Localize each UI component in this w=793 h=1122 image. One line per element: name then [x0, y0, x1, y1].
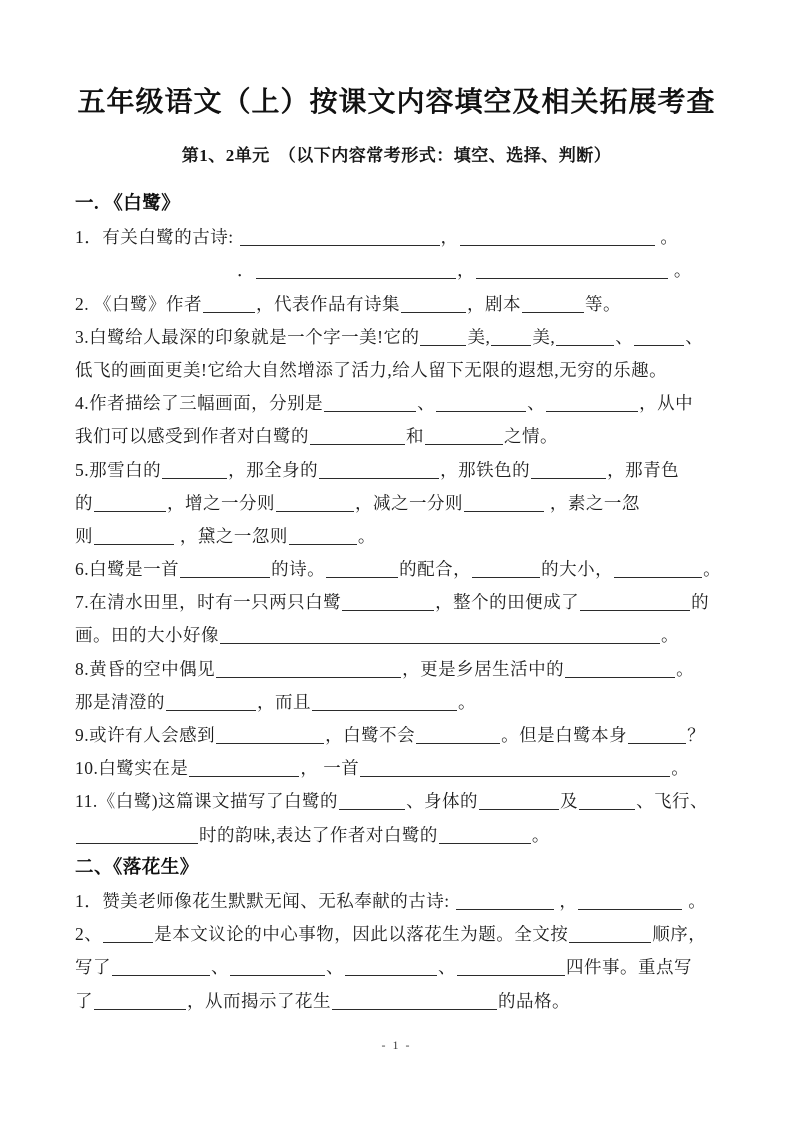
line-text: 美,	[532, 326, 556, 347]
line-text: 8.黄昏的空中偶见	[75, 658, 216, 679]
line-text: ，从中	[639, 393, 694, 414]
line-text: 美,	[467, 326, 491, 347]
fill-in-blank	[94, 493, 166, 512]
fill-in-blank	[556, 327, 614, 346]
fill-in-blank	[479, 792, 559, 811]
fill-in-blank	[203, 294, 255, 313]
fill-in-blank	[634, 327, 684, 346]
line-text: ，那铁色的	[440, 459, 531, 480]
line-text: ， 一首	[300, 758, 360, 779]
line-text: 的配合，	[399, 559, 472, 580]
fill-in-blank	[546, 394, 638, 413]
fill-in-blank	[401, 294, 466, 313]
line-text: 。但是白鹭本身	[501, 725, 628, 745]
line-text: 11.《白鹭)这篇课文描写了白鹭的	[75, 791, 339, 812]
worksheet-line	[75, 586, 723, 619]
fill-in-blank	[345, 958, 437, 977]
line-text: 、	[211, 957, 229, 978]
page-number: - 1 -	[381, 1038, 412, 1052]
line-text: ，而且	[257, 691, 311, 712]
fill-in-blank	[491, 327, 531, 346]
line-text: 5.那雪白的	[75, 459, 162, 480]
line-text: 等。	[585, 293, 621, 314]
line-text: 。	[676, 658, 695, 679]
line-text: 7.在清水田里，时有一只两只白鹭	[75, 592, 342, 613]
fill-in-blank	[332, 991, 497, 1010]
line-text: 。	[683, 890, 707, 911]
line-text: ，剧本	[467, 293, 521, 314]
line-text: ，素之一忽	[545, 492, 640, 513]
worksheet-line	[75, 619, 723, 652]
fill-in-blank	[456, 891, 554, 910]
fill-in-blank	[342, 593, 434, 612]
worksheet-line	[75, 785, 723, 818]
line-text: 。	[661, 625, 679, 646]
line-text: ，	[440, 227, 459, 248]
fill-in-blank	[103, 925, 153, 944]
fill-in-blank	[94, 991, 186, 1010]
line-text: 的	[75, 492, 93, 513]
line-text: 之情。	[504, 426, 558, 447]
line-text: 则	[75, 525, 93, 546]
fill-in-blank	[580, 593, 690, 612]
line-text: 时的韵味,表达了作者对白鹭的	[199, 824, 438, 845]
line-text: 的诗。	[271, 559, 326, 580]
line-text: 1．有关白鹭的古诗:	[75, 227, 239, 248]
line-text: 。	[357, 525, 376, 546]
line-text: 2. 《白鹭》作者	[75, 293, 202, 314]
fill-in-blank	[569, 925, 651, 944]
fill-in-blank	[628, 726, 686, 745]
worksheet-line	[75, 321, 723, 354]
fill-in-blank	[360, 759, 670, 778]
line-text: ，代表作品有诗集	[256, 293, 400, 314]
line-text: 、	[417, 393, 436, 414]
worksheet-line	[75, 752, 723, 785]
line-text: 顺序，	[652, 924, 707, 945]
worksheet-line	[75, 420, 723, 453]
section-heading	[75, 188, 723, 221]
fill-in-blank	[180, 560, 270, 579]
fill-in-blank	[324, 394, 416, 413]
section-heading	[75, 852, 723, 885]
line-text: ，	[554, 890, 578, 911]
line-text: ，那青色	[607, 459, 680, 480]
line-text: ，整个的田便成了	[435, 592, 580, 613]
line-text: ，更是乡居生活中的	[402, 658, 565, 679]
line-text: ，增之一分则	[167, 492, 275, 513]
line-text: ？	[687, 725, 706, 745]
line-text: ，那全身的	[228, 459, 319, 480]
line-text: 。	[669, 260, 692, 281]
worksheet-body	[75, 188, 723, 1018]
line-text: 画。田的大小好像	[75, 625, 219, 646]
fill-in-blank	[312, 692, 457, 711]
worksheet-line	[75, 553, 723, 586]
worksheet-line	[75, 686, 723, 719]
line-text: 10.白鹭实在是	[75, 758, 189, 779]
line-text: 是本文议论的中心事物，因此以落花生为题。全文按	[154, 924, 569, 945]
worksheet-line	[75, 254, 723, 287]
line-text: 写了	[75, 957, 111, 978]
line-text: ，从而揭示了花生	[187, 990, 331, 1011]
fill-in-blank	[276, 493, 354, 512]
worksheet-line	[75, 653, 723, 686]
worksheet-line	[75, 454, 723, 487]
line-text: 、飞行、	[636, 791, 709, 812]
worksheet-line	[75, 387, 723, 420]
line-text: ．	[237, 260, 255, 281]
line-text: 二、《落花生》	[75, 857, 199, 878]
line-text: 1．赞美老师像花生默默无闻、无私奉献的古诗:	[75, 890, 455, 911]
line-text: 我们可以感受到作者对白鹭的	[75, 426, 309, 447]
fill-in-blank	[94, 526, 174, 545]
fill-in-blank	[76, 825, 198, 844]
line-text: 了	[75, 990, 93, 1011]
line-text: 、	[615, 326, 634, 347]
line-text: 。	[655, 227, 679, 248]
worksheet-line	[75, 918, 723, 951]
line-text: 。	[531, 824, 550, 845]
line-text: 、身体的	[406, 791, 479, 812]
line-text: ，	[457, 260, 475, 281]
worksheet-line	[75, 985, 723, 1018]
fill-in-blank	[420, 327, 466, 346]
worksheet-line	[75, 885, 723, 918]
worksheet-line	[75, 221, 723, 254]
line-text: 和	[406, 426, 424, 447]
line-text: 6.白鹭是一首	[75, 559, 180, 580]
fill-in-blank	[578, 891, 682, 910]
worksheet-line	[75, 520, 723, 553]
fill-in-blank	[436, 394, 526, 413]
line-text: 那是清澄的	[75, 691, 165, 712]
line-text: 一. 《白鹭》	[75, 194, 181, 214]
fill-in-blank	[189, 759, 299, 778]
line-text: 、	[326, 957, 344, 978]
fill-in-blank	[457, 958, 565, 977]
fill-in-blank	[460, 228, 655, 247]
line-text: 的	[691, 592, 710, 613]
fill-in-blank	[220, 626, 660, 645]
line-text: 。	[703, 559, 722, 580]
page-title: 五年级语文（上）按课文内容填空及相关拓展考查	[77, 87, 716, 118]
line-text: 、	[527, 393, 546, 414]
fill-in-blank	[216, 659, 401, 678]
fill-in-blank	[256, 261, 456, 280]
fill-in-blank	[339, 792, 405, 811]
fill-in-blank	[614, 560, 702, 579]
fill-in-blank	[240, 228, 440, 247]
line-text: 的大小，	[541, 559, 614, 580]
line-text: 四件事。重点写	[566, 957, 692, 978]
fill-in-blank	[319, 460, 439, 479]
page-subtitle: 第1、2单元 （以下内容常考形式：填空、选择、判断）	[181, 146, 612, 165]
fill-in-blank	[425, 427, 503, 446]
worksheet-line	[75, 288, 723, 321]
line-text: 3.白鹭给人最深的印象就是一个字一美!它的	[75, 326, 420, 347]
line-text: 及	[560, 791, 579, 812]
line-text: 。	[458, 691, 476, 712]
fill-in-blank	[310, 427, 405, 446]
line-text: ，白鹭不会	[325, 725, 416, 745]
fill-in-blank	[326, 560, 398, 579]
fill-in-blank	[289, 526, 357, 545]
line-text: 。	[671, 758, 690, 779]
worksheet-line	[75, 487, 723, 520]
line-text: ，黛之一忽则	[175, 525, 288, 546]
fill-in-blank	[162, 460, 227, 479]
line-text: 低飞的画面更美!它给大自然增添了活力,给人留下无限的遐想,无穷的乐趣。	[75, 359, 668, 380]
fill-in-blank	[464, 493, 544, 512]
worksheet-line	[75, 354, 723, 387]
fill-in-blank	[472, 560, 540, 579]
fill-in-blank	[476, 261, 668, 280]
line-text: 2、	[75, 924, 103, 945]
fill-in-blank	[531, 460, 606, 479]
fill-in-blank	[565, 659, 675, 678]
fill-in-blank	[230, 958, 325, 977]
line-text: 、	[685, 326, 704, 347]
line-text: 、	[438, 957, 456, 978]
worksheet-line	[75, 819, 723, 852]
fill-in-blank	[166, 692, 256, 711]
fill-in-blank	[416, 726, 500, 745]
line-text: ，减之一分则	[355, 492, 463, 513]
line-text: 的品格。	[498, 990, 570, 1011]
worksheet-line	[75, 719, 723, 752]
fill-in-blank	[522, 294, 584, 313]
line-text: 4.作者描绘了三幅画面，分别是	[75, 393, 324, 414]
worksheet-line	[75, 951, 723, 984]
fill-in-blank	[112, 958, 210, 977]
fill-in-blank	[439, 825, 531, 844]
fill-in-blank	[216, 726, 324, 745]
line-text: 9.或许有人会感到	[75, 725, 216, 745]
fill-in-blank	[579, 792, 635, 811]
